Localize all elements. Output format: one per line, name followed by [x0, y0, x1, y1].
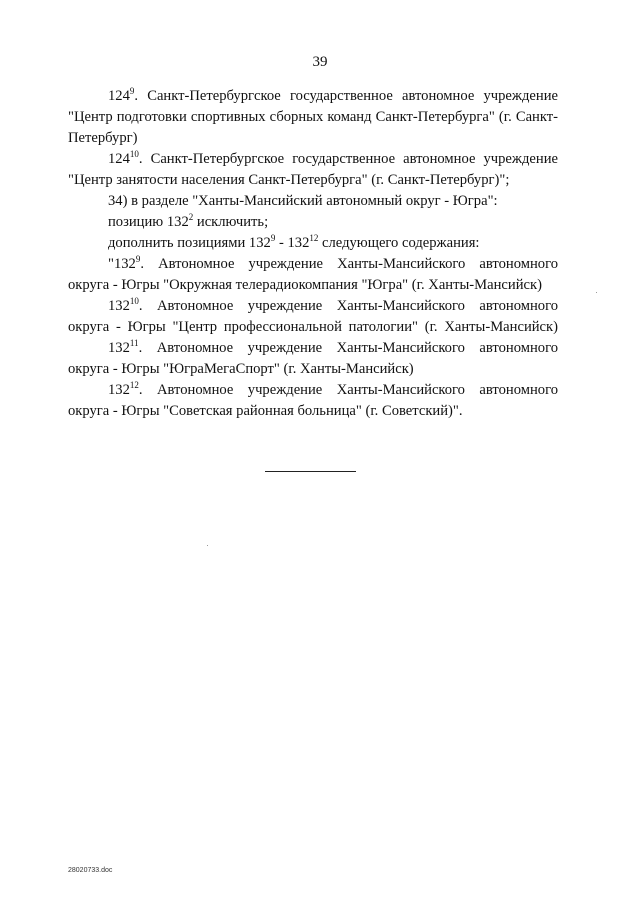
paragraph-padd: [68, 233, 558, 254]
text-run: 34) в разделе "Ханты-Мансийский автономный округ - Югра":: [108, 193, 498, 209]
text-run: . Автономное учреждение Ханты-Мансийского автономного округа - Югры "ЮграМегаСпорт" (г. Ханты-Мансийск): [68, 340, 558, 377]
text-run: "132: [108, 256, 136, 272]
text-run: 132: [108, 298, 130, 314]
text-run: исключить;: [193, 214, 269, 230]
superscript-index: 2: [188, 212, 194, 222]
footer-filename: 28020733.doc: [68, 867, 113, 874]
text-run: позицию 132: [108, 214, 189, 230]
text-run: . Санкт-Петербургское государственное автономное учреждение "Центр занятости населения Санкт-Петербурга" (г. Санкт-Петербург)";: [68, 151, 558, 188]
text-run: дополнить позициями 132: [108, 235, 271, 251]
superscript-index: 10: [129, 296, 139, 306]
paragraph-p13210: [68, 296, 558, 338]
superscript-index: 10: [129, 149, 139, 159]
end-separator-line: [265, 471, 356, 472]
paragraph-pexclude: [68, 212, 558, 233]
superscript-index: 9: [270, 233, 276, 243]
document-body: [68, 86, 558, 422]
paragraph-p12410: [68, 149, 558, 191]
text-run: 132: [108, 382, 130, 398]
superscript-index: 12: [309, 233, 319, 243]
paragraph-p13212: [68, 380, 558, 422]
scan-speck: [207, 545, 208, 546]
scan-speck: [596, 292, 597, 293]
text-run: следующего содержания:: [318, 235, 480, 251]
paragraph-p1249: [68, 86, 558, 149]
paragraph-p13211: [68, 338, 558, 380]
superscript-index: 11: [129, 338, 139, 348]
text-run: . Санкт-Петербургское государственное автономное учреждение "Центр подготовки спортивных сборных команд Санкт-Петербурга" (г. Санкт-Петербург): [68, 88, 558, 146]
superscript-index: 9: [135, 254, 141, 264]
text-run: 124: [108, 151, 130, 167]
paragraph-p1329: [68, 254, 558, 296]
text-run: . Автономное учреждение Ханты-Мансийского автономного округа - Югры "Советская районная больница" (г. Советский)".: [68, 382, 558, 419]
text-run: 132: [108, 340, 130, 356]
superscript-index: 12: [129, 380, 139, 390]
text-run: - 132: [275, 235, 310, 251]
text-run: . Автономное учреждение Ханты-Мансийского автономного округа - Югры "Окружная телерадиокомпания "Югра" (г. Ханты-Мансийск): [68, 256, 558, 293]
page-number: 39: [312, 54, 328, 70]
superscript-index: 9: [129, 86, 135, 96]
text-run: . Автономное учреждение Ханты-Мансийского автономного округа - Югры "Центр профессиональной патологии" (г. Ханты-Мансийск): [68, 298, 558, 335]
paragraph-p34: [68, 191, 558, 212]
text-run: 124: [108, 88, 130, 104]
